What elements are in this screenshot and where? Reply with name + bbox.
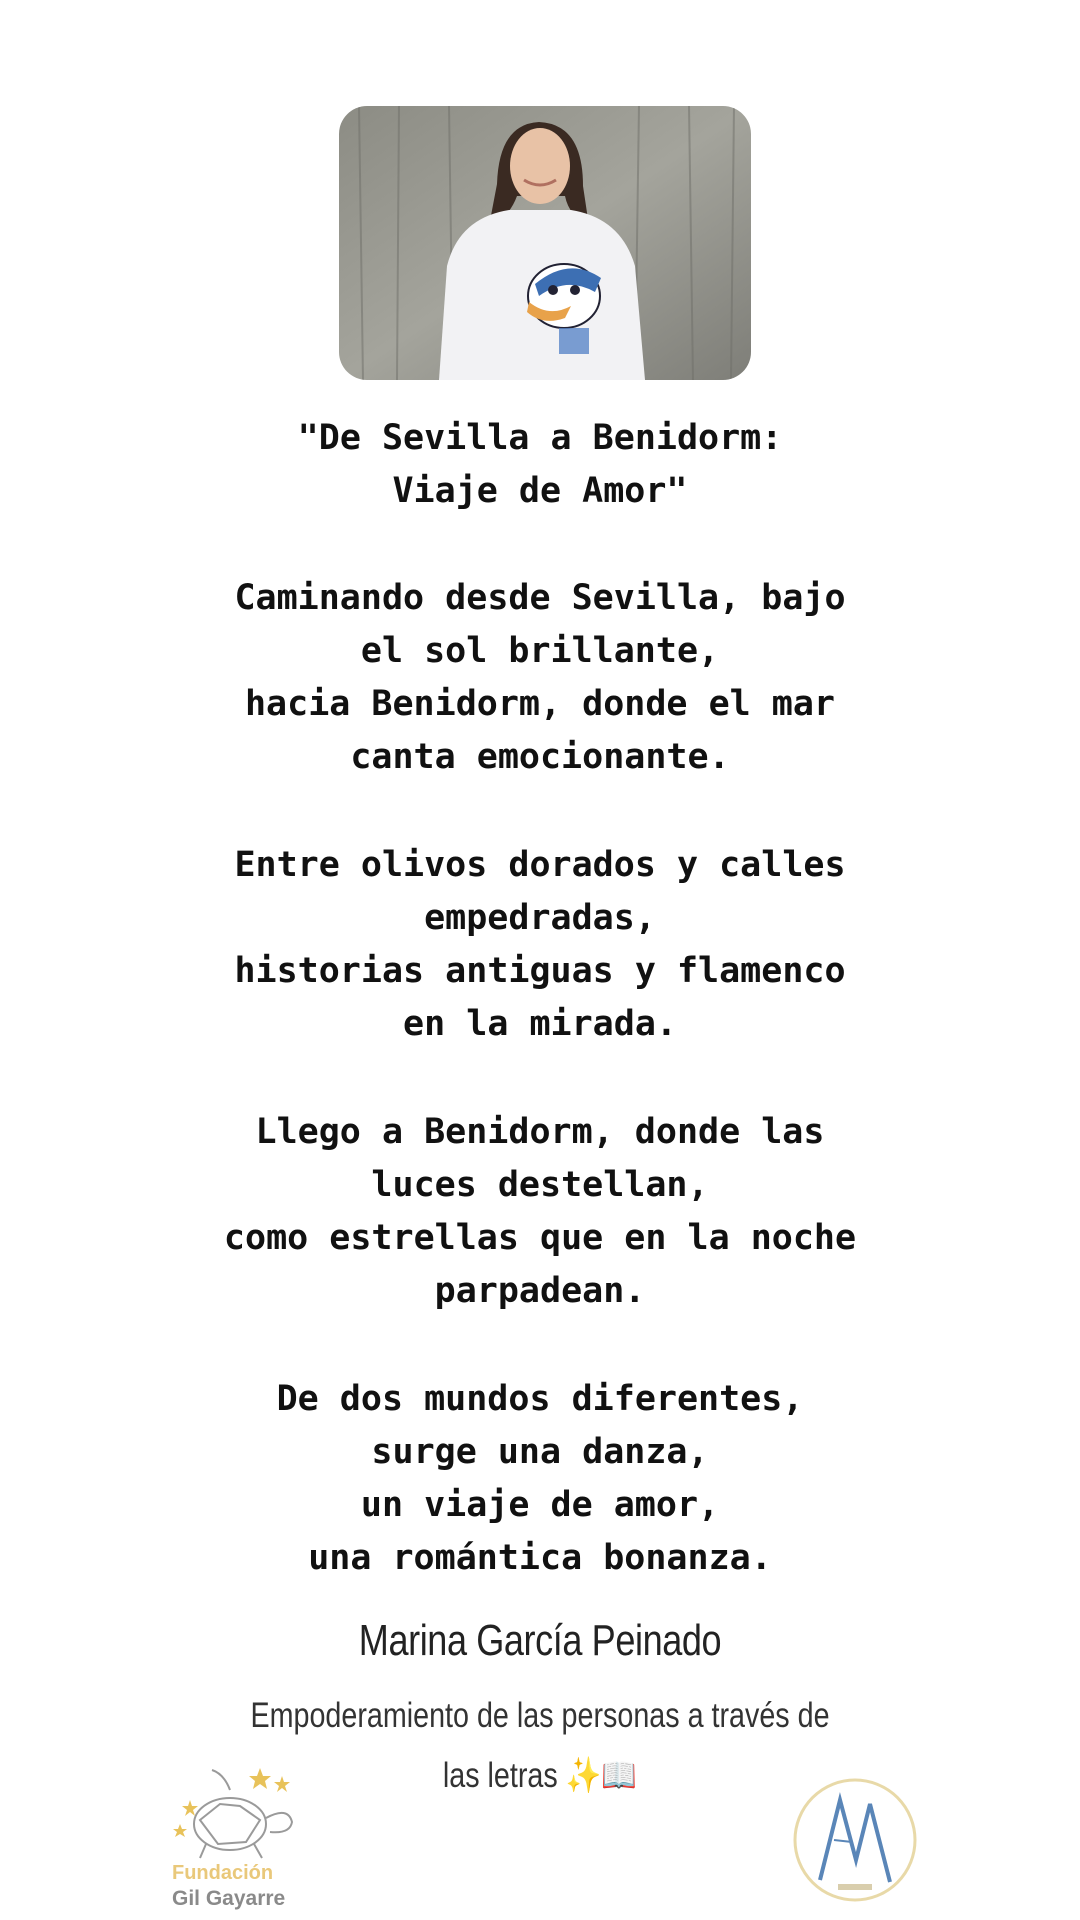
poem-title-line: "De Sevilla a Benidorm: xyxy=(297,418,783,458)
poem-stanza-3 xyxy=(0,1106,1080,1318)
poem-line: Llego a Benidorm, donde las xyxy=(255,1112,825,1152)
poem-stanza-2 xyxy=(0,839,1080,1051)
foundation-name-line1: Fundación xyxy=(172,1862,274,1884)
poem-line: hacia Benidorm, donde el mar xyxy=(244,684,835,724)
poem-line: canta emocionante. xyxy=(350,737,730,777)
poem-line: parpadean. xyxy=(434,1271,646,1311)
poem-title-line: Viaje de Amor" xyxy=(392,471,688,511)
poem-line: Entre olivos dorados y calles xyxy=(234,845,846,885)
author-name: Marina García Peinado xyxy=(358,1616,722,1665)
poem-line: Caminando desde Sevilla, bajo xyxy=(234,578,846,618)
poem-line: De dos mundos diferentes, xyxy=(276,1379,804,1419)
poem-line: empedradas, xyxy=(424,898,656,938)
poem-line: surge una danza, xyxy=(371,1432,709,1472)
tagline-line: las letras ✨📖 xyxy=(442,1756,638,1795)
poem-title xyxy=(0,412,1080,518)
poem-line: en la mirada. xyxy=(403,1004,677,1044)
poem-line: luces destellan, xyxy=(371,1165,709,1205)
poem-line: historias antiguas y flamenco xyxy=(234,951,846,991)
author-photo xyxy=(339,106,751,380)
foundation-name-line2: Gil Gayarre xyxy=(172,1887,286,1910)
poem-line: un viaje de amor, xyxy=(360,1485,720,1525)
circle-m-logo-icon xyxy=(790,1770,920,1910)
poem-line: como estrellas que en la noche xyxy=(223,1218,857,1258)
poem-line: una romántica bonanza. xyxy=(308,1538,772,1578)
tagline-line: Empoderamiento de las personas a través de xyxy=(250,1696,830,1735)
poem-stanza-4 xyxy=(0,1373,1080,1585)
poem-line: el sol brillante, xyxy=(360,631,720,671)
poem-stanza-1 xyxy=(0,572,1080,784)
